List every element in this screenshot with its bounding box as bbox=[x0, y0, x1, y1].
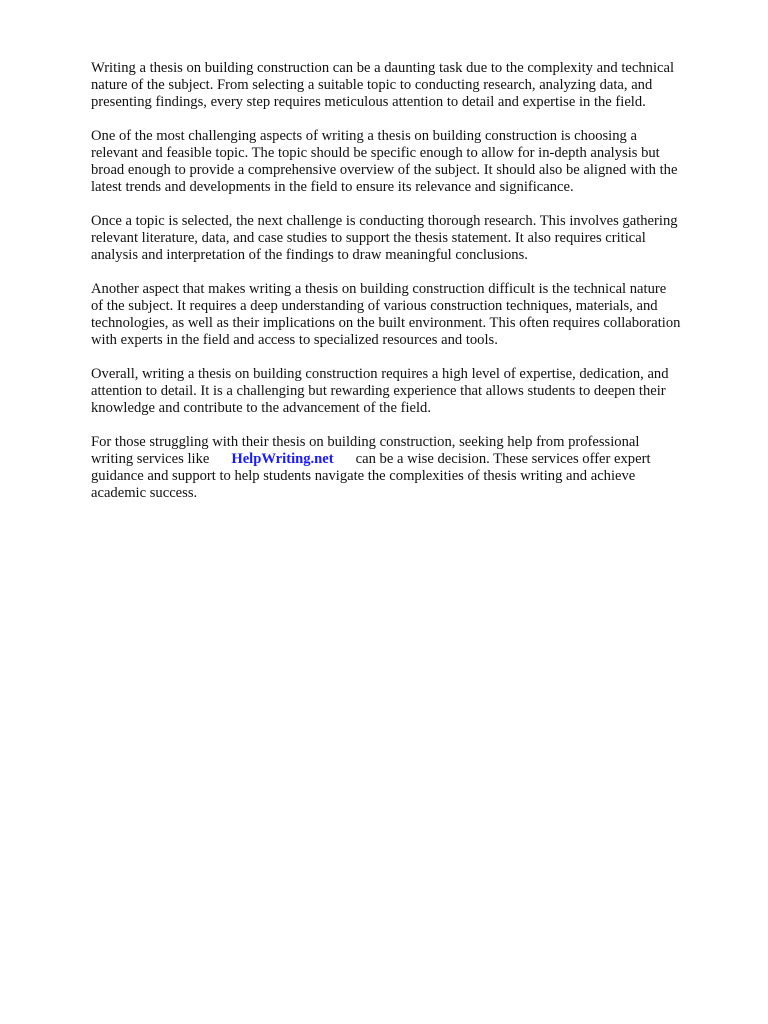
paragraph-line: technologies, as well as their implications on the built environment. This often requires collaboration bbox=[91, 315, 681, 331]
paragraph-4 bbox=[91, 281, 721, 349]
paragraph-text-before-link: writing services like bbox=[91, 451, 210, 467]
paragraph-line: Another aspect that makes writing a thesis on building construction difficult is the technical nature bbox=[91, 281, 667, 297]
paragraph-line: One of the most challenging aspects of writing a thesis on building construction is choosing a bbox=[91, 128, 637, 144]
paragraph-line: presenting findings, every step requires meticulous attention to detail and expertise in the field. bbox=[91, 94, 646, 110]
paragraph-1 bbox=[91, 60, 721, 111]
paragraph-line: with experts in the field and access to specialized resources and tools. bbox=[91, 332, 498, 348]
document-body bbox=[91, 60, 721, 519]
paragraph-line: nature of the subject. From selecting a suitable topic to conducting research, analyzing data, and bbox=[91, 77, 653, 93]
paragraph-line: knowledge and contribute to the advancement of the field. bbox=[91, 400, 431, 416]
paragraph-line: relevant and feasible topic. The topic should be specific enough to allow for in-depth analysis but bbox=[91, 145, 660, 161]
paragraph-line: guidance and support to help students navigate the complexities of thesis writing and achieve bbox=[91, 468, 636, 484]
paragraph-line: relevant literature, data, and case studies to support the thesis statement. It also requires critical bbox=[91, 230, 646, 246]
paragraph-line: Overall, writing a thesis on building construction requires a high level of expertise, dedication, and bbox=[91, 366, 669, 382]
paragraph-line: For those struggling with their thesis on building construction, seeking help from professional bbox=[91, 434, 640, 450]
helpwriting-link[interactable]: HelpWriting.net bbox=[231, 451, 334, 467]
paragraph-line: analysis and interpretation of the findings to draw meaningful conclusions. bbox=[91, 247, 528, 263]
paragraph-line: attention to detail. It is a challenging but rewarding experience that allows students to deepen their bbox=[91, 383, 666, 399]
paragraph-2 bbox=[91, 128, 721, 196]
paragraph-3 bbox=[91, 213, 721, 264]
paragraph-6 bbox=[91, 434, 721, 502]
paragraph-text-after-link: can be a wise decision. These services offer expert bbox=[355, 451, 651, 467]
paragraph-5 bbox=[91, 366, 721, 417]
paragraph-line-with-link bbox=[91, 451, 721, 468]
paragraph-line: broad enough to provide a comprehensive overview of the subject. It should also be aligned with the bbox=[91, 162, 678, 178]
paragraph-line: academic success. bbox=[91, 485, 198, 501]
paragraph-line: Writing a thesis on building construction can be a daunting task due to the complexity and technical bbox=[91, 60, 675, 76]
paragraph-line: Once a topic is selected, the next challenge is conducting thorough research. This involves gathering bbox=[91, 213, 678, 229]
paragraph-line: of the subject. It requires a deep understanding of various construction techniques, materials, and bbox=[91, 298, 658, 314]
paragraph-line: latest trends and developments in the field to ensure its relevance and significance. bbox=[91, 179, 574, 195]
